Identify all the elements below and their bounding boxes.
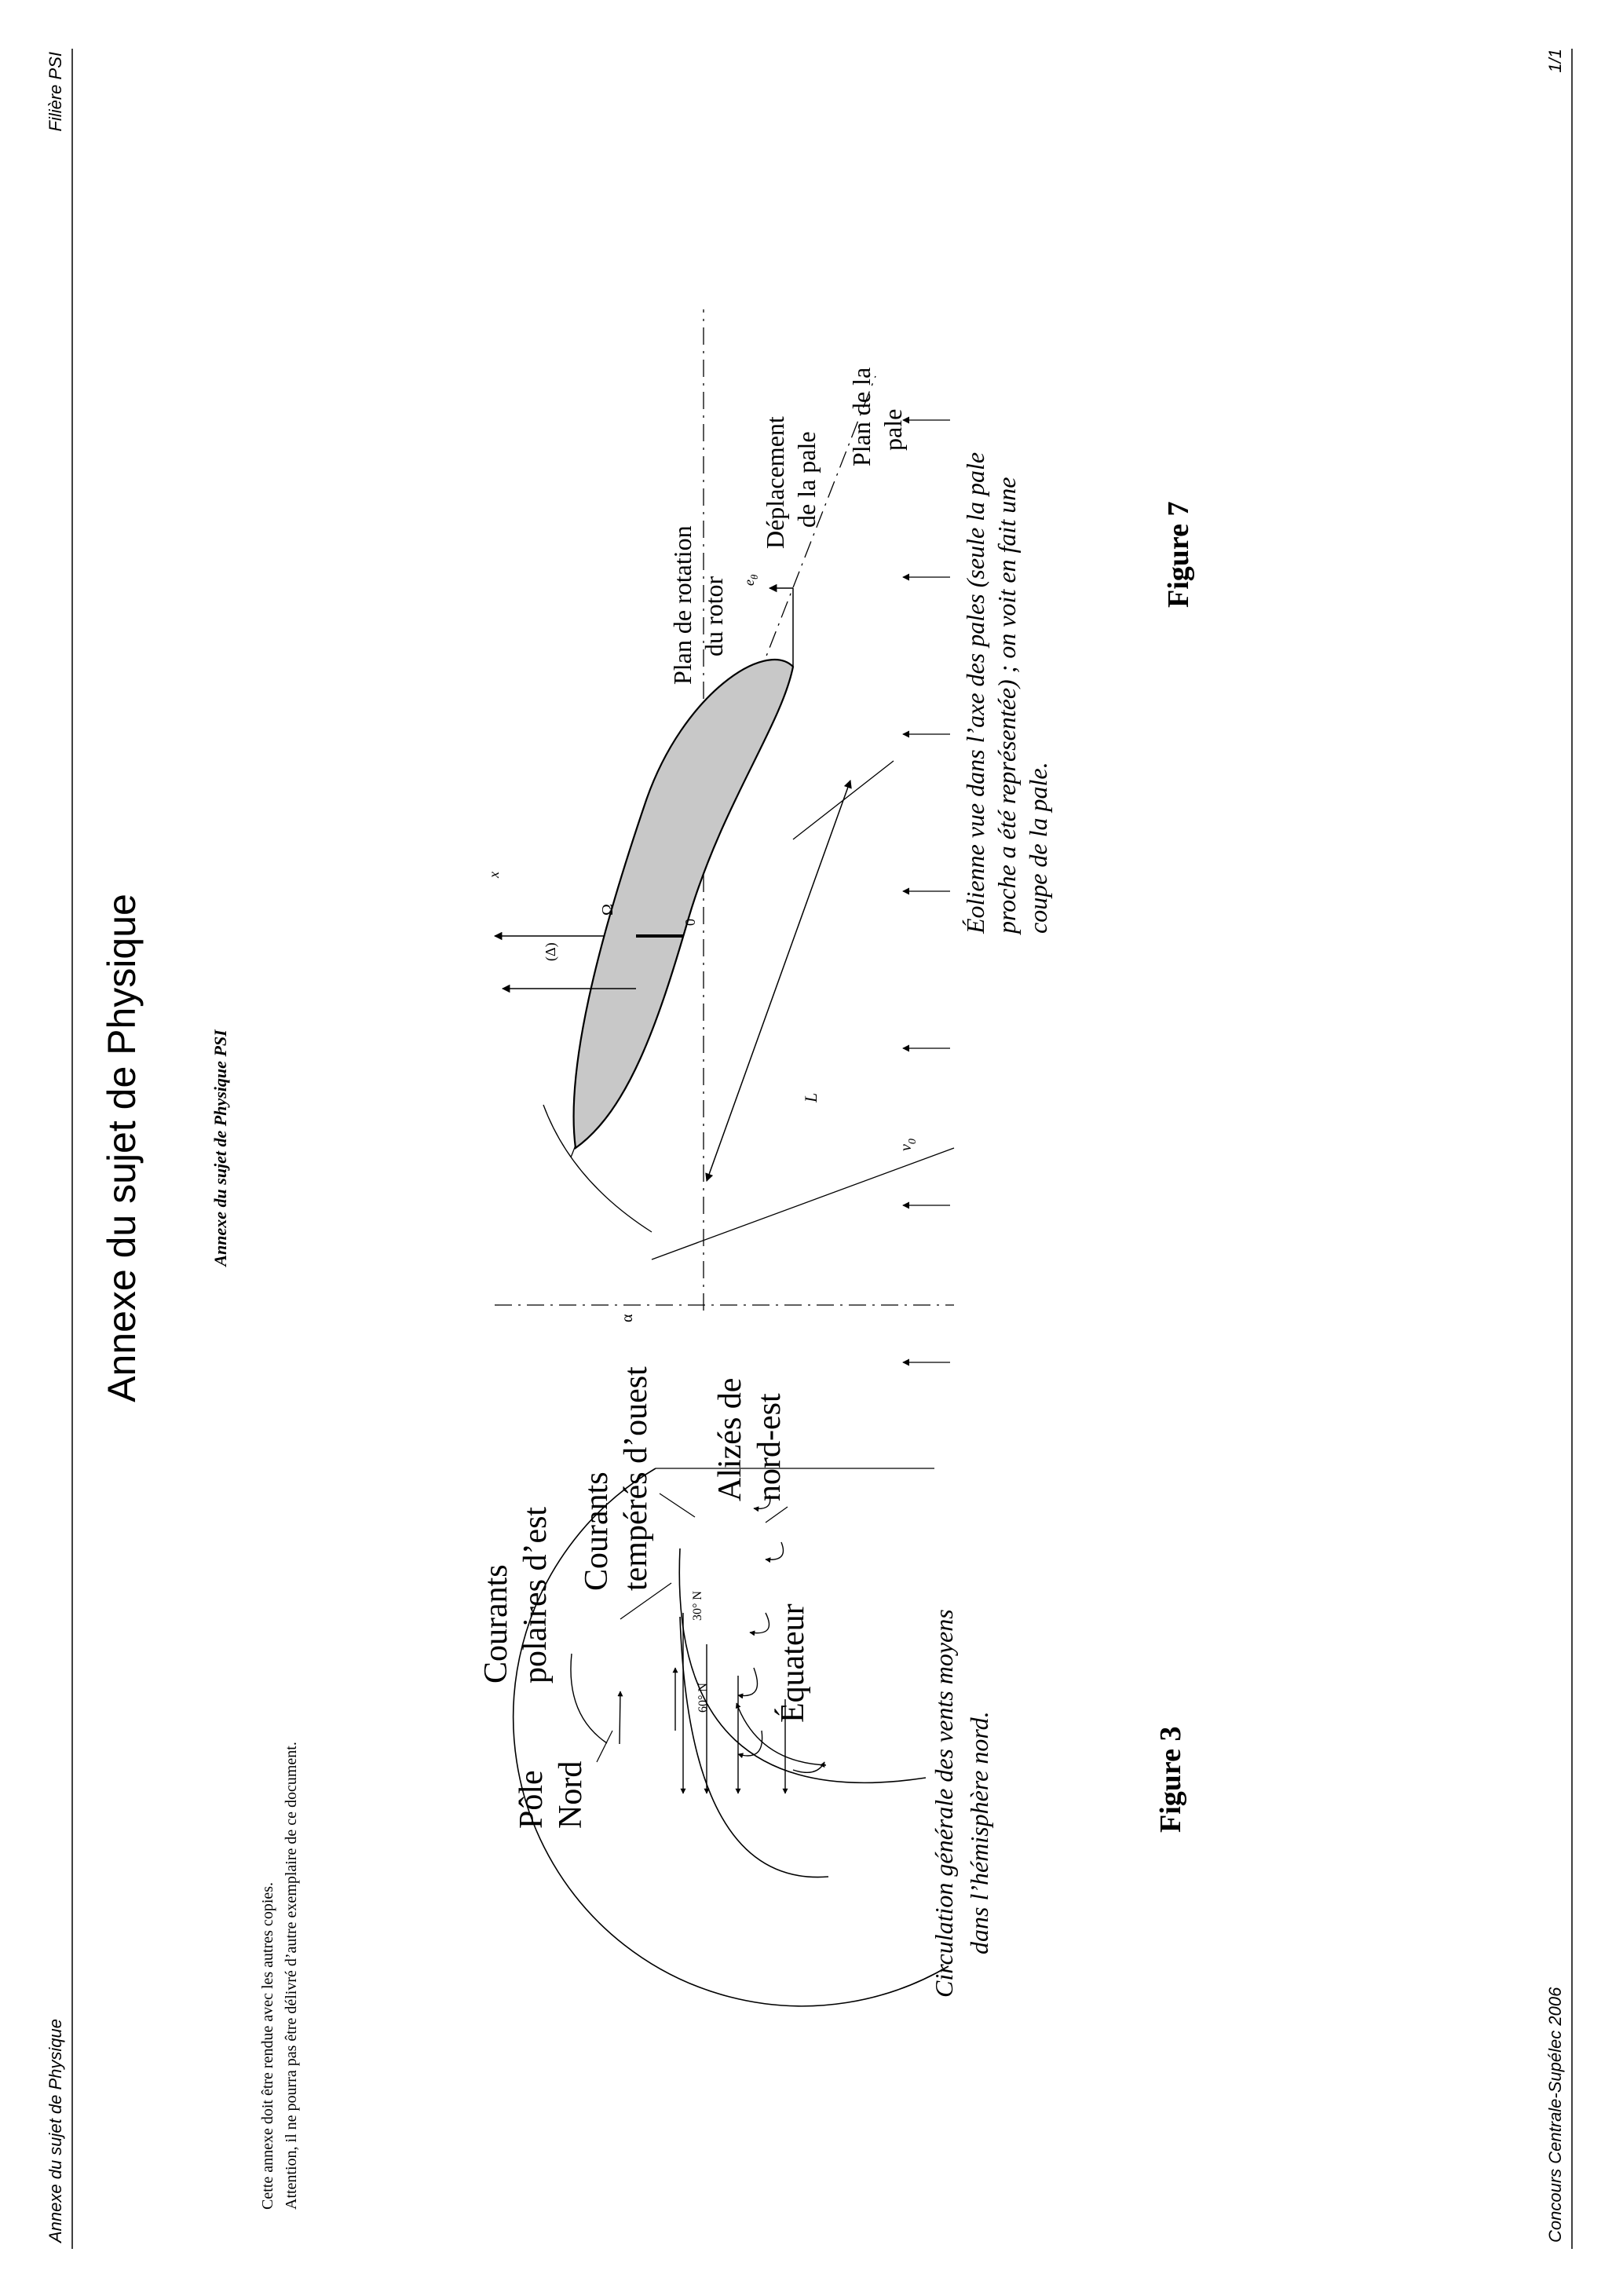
north-pole-cap (571, 1654, 607, 1743)
latitude-60-label: 60° N (696, 1683, 710, 1713)
subtitle: Annexe du sujet de Physique PSI (210, 1029, 230, 1267)
westerlies-label-1: Courants (579, 1472, 615, 1591)
wind-speed-label (897, 1139, 919, 1151)
figure-3-wind-circulation (478, 1366, 1187, 2006)
trade-winds-label-1: Alizés de (712, 1377, 748, 1501)
displacement-label-2: de la pale (792, 431, 821, 528)
rotor-plane-label-1: Plan de rotation (668, 525, 696, 685)
latitude-30-label: 30° N (691, 1591, 704, 1621)
pole-nord-label-1: Pôle (514, 1770, 550, 1829)
figure-7-caption-line-3: coupe de la pale. (1024, 762, 1052, 934)
polar-easterlies-label-2: polaires d’est (517, 1506, 554, 1684)
wind-speed-subscript: 0 (907, 1139, 919, 1145)
blade-plane-label-1: Plan de la (847, 367, 875, 466)
notice-line-1: Cette annexe doit être rendue avec les autres copies. (259, 1881, 276, 2210)
blade-length-label: L (801, 1092, 821, 1102)
figure-7-wind-turbine-blade (486, 309, 1195, 1362)
header-right-running-title: Filière PSI (46, 52, 65, 132)
figure-3-caption-line-1: Circulation générale des vents moyens (930, 1609, 958, 1998)
blade-edge-tick-1 (652, 1148, 954, 1260)
westerlies-label-2: tempérés d’ouest (618, 1366, 654, 1591)
axis-delta-label: (Δ) (543, 942, 558, 961)
footer-left: Concours Centrale-Supélec 2006 (1545, 1987, 1565, 2243)
wind-speed-symbol: v (897, 1144, 915, 1151)
figure-7-caption-line-2: proche a été représentée) ; on voit en fait une (992, 477, 1021, 934)
polar-easterlies-label-1: Courants (478, 1564, 514, 1684)
footer-page-number: 1/1 (1545, 49, 1565, 73)
main-title: Annexe du sujet de Physique (100, 894, 144, 1402)
angle-alpha-label: α (619, 1314, 636, 1322)
rotor-plane-label-2: du rotor (700, 576, 728, 656)
trade-winds-label-2: nord-est (751, 1393, 788, 1501)
e-theta-label (741, 574, 760, 586)
figure-7-caption-line-1: Éolienne vue dans l’axe des pales (seule la pale (961, 452, 989, 934)
figure-3-label: Figure 3 (1154, 1726, 1187, 1833)
displacement-label-1: Déplacement (761, 416, 789, 549)
blade-length-arrow (707, 781, 850, 1181)
figure-7-label: Figure 7 (1162, 501, 1195, 608)
equator-label: Équateur (775, 1603, 811, 1723)
origin-label: 0 (682, 919, 698, 926)
e-theta-symbol: e (741, 579, 757, 586)
e-theta-subscript: θ (748, 574, 760, 579)
figure-3-caption-line-2: dans l’hémisphère nord. (965, 1711, 993, 1954)
wind-arrows (903, 420, 950, 1362)
omega-label: Ω (599, 904, 616, 916)
axis-x-label: x (486, 872, 502, 878)
pole-nord-label-2: Nord (553, 1760, 589, 1829)
blade-plane-label-2: pale (879, 408, 907, 451)
notice-line-2: Attention, il ne pourra pas être délivré d’autre exemplaire de ce document. (283, 1742, 300, 2210)
header-left-running-title: Annexe du sujet de Physique (46, 2019, 65, 2243)
